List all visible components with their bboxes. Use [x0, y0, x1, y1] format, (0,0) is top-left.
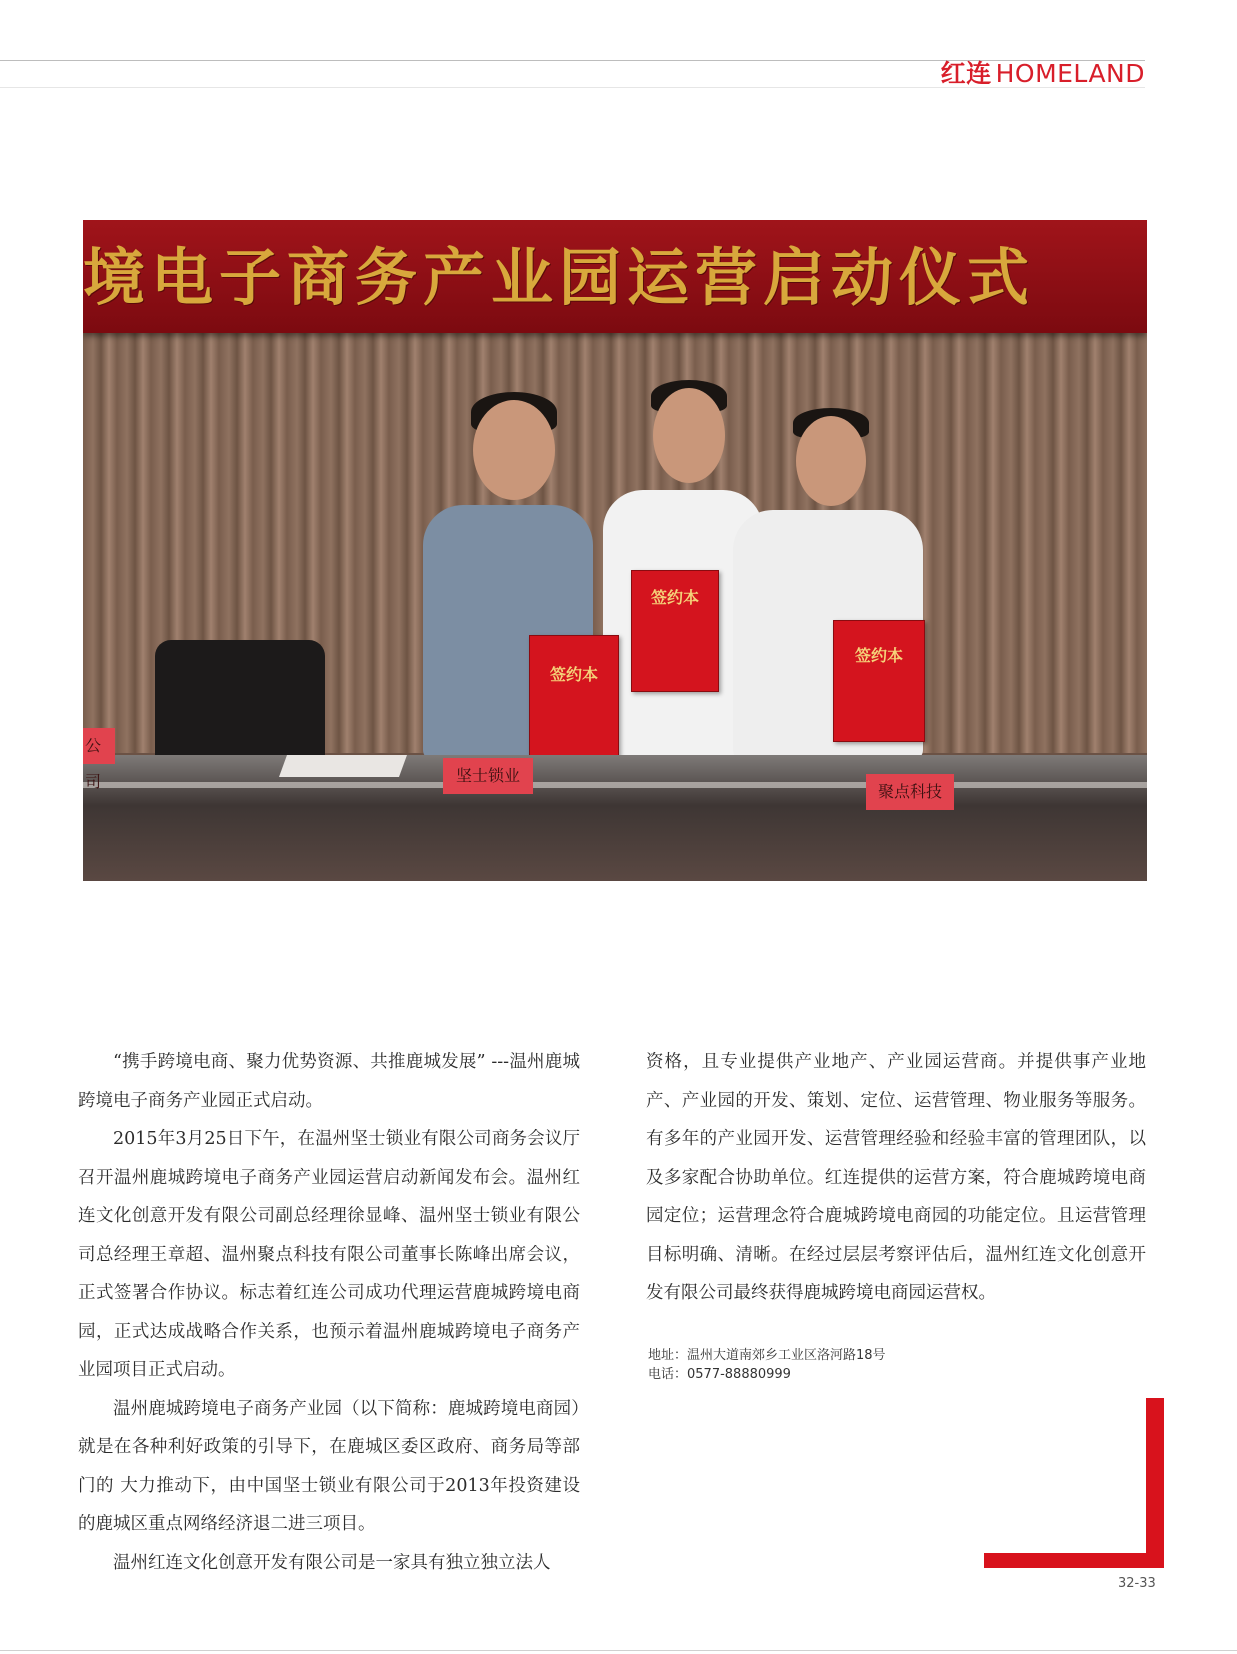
person-left-head: [473, 400, 555, 500]
signing-folder-left: [529, 635, 619, 757]
contact-phone: 电话：0577-88880999: [648, 1367, 791, 1382]
page-bottom-rule: [0, 1650, 1237, 1651]
article-paragraph: 2015年3月25日下午，在温州坚士锁业有限公司商务会议厅召开温州鹿城跨境电子商务产业园运营启动新闻发布会。温州红连文化创意开发有限公司副总经理徐显峰、温州坚士锁业有限公司总经理王章超、温州聚点科技有限公司董事长陈峰出席会议，正式签署合作协议。标志着红连公司成功代理运营鹿城跨境电商园，正式达成战略合作关系，也预示着温州鹿城跨境电子商务产业园项目正式启动。: [78, 1129, 580, 1380]
article-paragraph: 资格，且专业提供产业地产、产业园运营商。并提供事产业地产、产业园的开发、策划、定位、运营管理、物业服务等服务。有多年的产业园开发、运营管理经验和经验丰富的管理团队，以及多家配合协助单位。红连提供的运营方案，符合鹿城跨境电商园定位；运营理念符合鹿城跨境电商园的功能定位。且运营管理目标明确、清晰。在经过层层考察评估后，温州红连文化创意开发有限公司最终获得鹿城跨境电商园运营权。: [646, 1052, 1146, 1303]
article-paragraph: 温州鹿城跨境电子商务产业园（以下简称：鹿城跨境电商园）就是在各种利好政策的引导下，在鹿城区委区政府、商务局等部门的 大力推动下，由中国坚士锁业有限公司于2013年投资建设的鹿城区重点网络经济退二进三项目。: [78, 1398, 580, 1534]
banner-text: 境电子商务产业园运营启动仪式: [83, 241, 1036, 314]
contact-info: [648, 1346, 886, 1384]
decorative-red-bar-horizontal: [984, 1553, 1164, 1568]
brand-en: HOMELAND: [995, 59, 1145, 88]
decorative-red-bar-vertical: [1146, 1398, 1164, 1568]
brand-logo: [941, 58, 1145, 90]
table-edge: [83, 782, 1147, 788]
article-column-left: [78, 1043, 580, 1582]
page-number: 32-33: [1118, 1576, 1156, 1591]
person-right-head: [796, 416, 866, 506]
signing-folder-center: [631, 570, 719, 692]
nameplate-judian: 聚点科技: [866, 774, 954, 810]
contact-address: 地址：温州大道南郊乡工业区洛河路18号: [648, 1348, 886, 1363]
brand-cn: 红连: [940, 59, 992, 88]
folder-label: 签约本: [549, 665, 598, 684]
article-paragraph: 温州红连文化创意开发有限公司是一家具有独立独立法人: [113, 1552, 551, 1573]
person-center-head: [653, 388, 725, 483]
article-column-right: [646, 1043, 1146, 1313]
nameplate-left: 公司: [83, 728, 115, 764]
event-photo: [83, 220, 1147, 881]
office-chair: [155, 640, 325, 770]
conference-table: [83, 755, 1147, 881]
nameplate-jianshi: 坚士锁业: [443, 758, 533, 794]
folder-label: 签约本: [854, 646, 903, 665]
article-paragraph: “携手跨境电商、聚力优势资源、共推鹿城发展” ---温州鹿城跨境电子商务产业园正式启动。: [78, 1052, 580, 1111]
folder-label: 签约本: [650, 588, 699, 607]
table-papers: [279, 755, 407, 777]
signing-folder-right: [833, 620, 925, 742]
event-banner: [83, 220, 1147, 333]
